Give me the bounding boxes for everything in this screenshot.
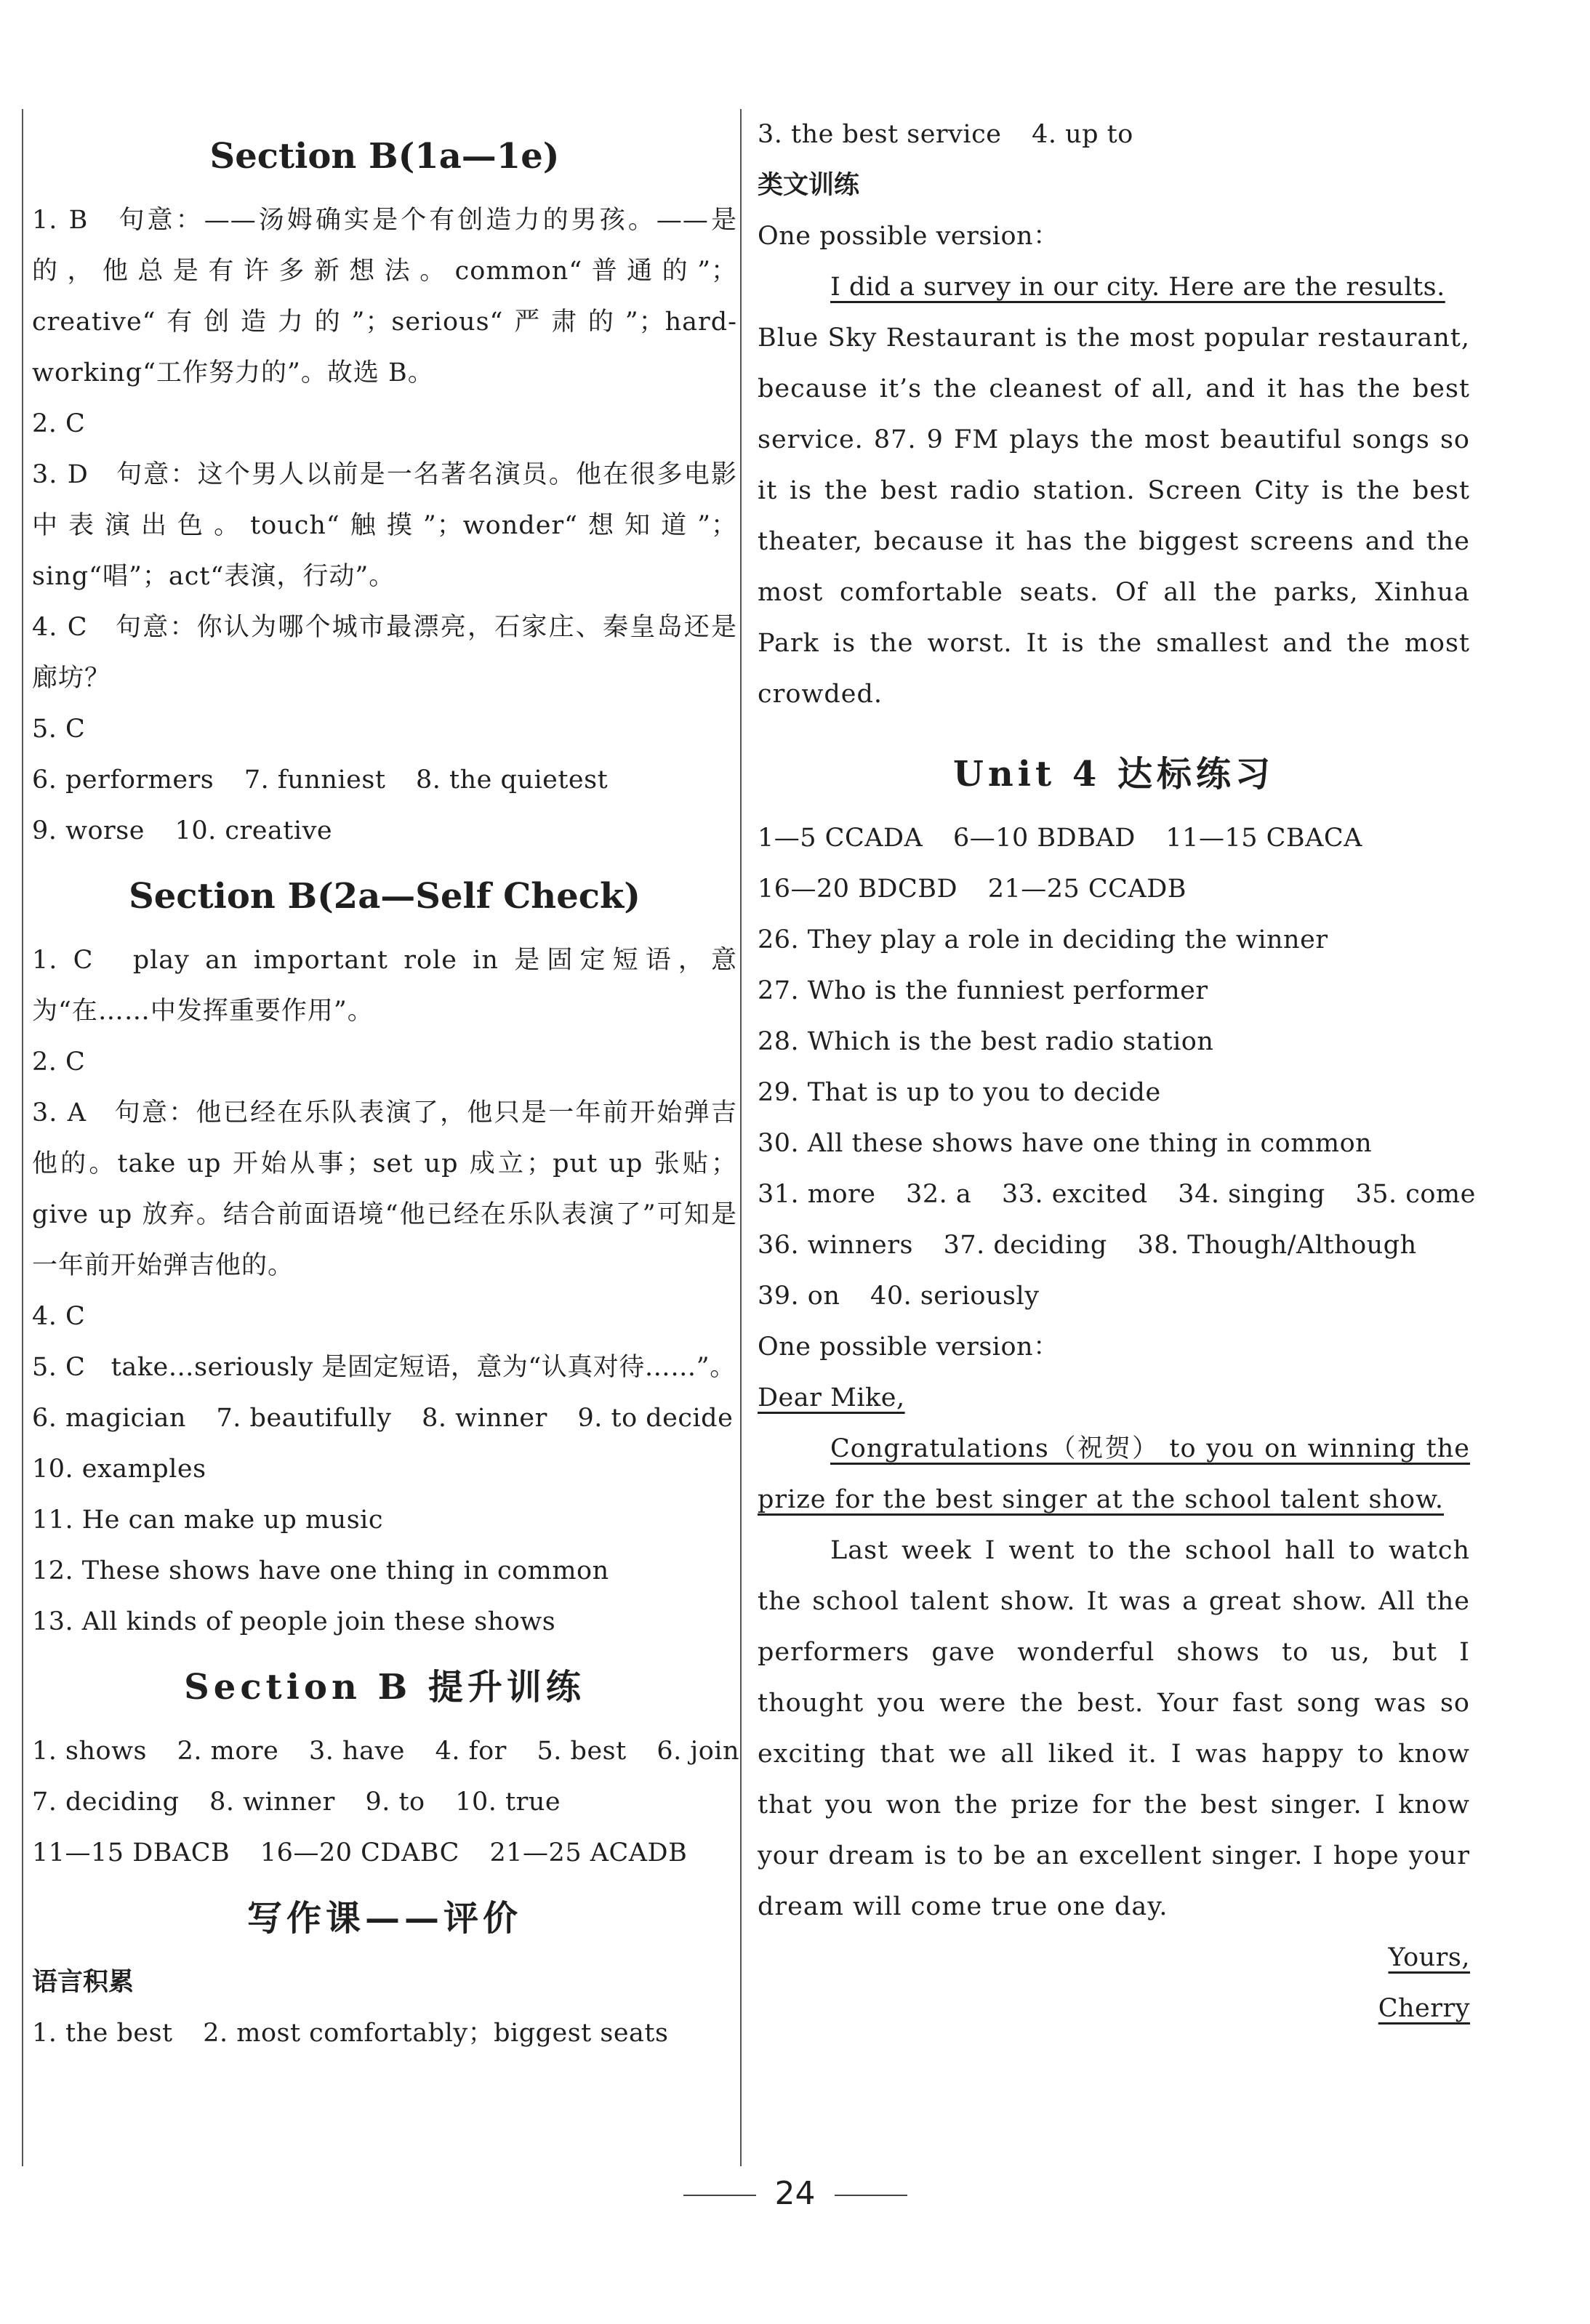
answer: 3. the best service bbox=[758, 120, 1002, 149]
left-column bbox=[22, 109, 740, 2166]
s2-item-11: 11. He can make up music bbox=[32, 1505, 383, 1535]
u4-item-27: 27. Who is the funniest performer bbox=[758, 976, 1208, 1005]
right-column bbox=[740, 109, 1476, 2166]
answer: 39. on bbox=[758, 1282, 840, 1311]
u4-row-36 bbox=[758, 1220, 1470, 1271]
answer: 11—15 DBACB bbox=[32, 1838, 230, 1867]
letter-greeting bbox=[758, 1372, 1470, 1423]
s2-item-13: 13. All kinds of people join these shows bbox=[32, 1607, 556, 1636]
answer: 9. to decide bbox=[577, 1404, 734, 1433]
s1-row-9 bbox=[32, 805, 737, 856]
letter-signature bbox=[758, 1983, 1470, 2034]
answer: 6. performers bbox=[32, 765, 214, 795]
answer: 6. magician bbox=[32, 1404, 186, 1433]
greeting-text: Dear Mike, bbox=[758, 1383, 905, 1412]
answer: 8. winner bbox=[209, 1788, 335, 1817]
u4-row-1 bbox=[758, 813, 1470, 864]
s2-item-4: 4. C bbox=[32, 1302, 86, 1331]
s1-row-6 bbox=[32, 755, 737, 805]
section-b-1a-1e-title: Section B(1a—1e) bbox=[209, 136, 560, 177]
answer: 38. Though/Although bbox=[1137, 1231, 1417, 1260]
answer: 8. the quietest bbox=[416, 765, 609, 795]
s3-row-1 bbox=[32, 1726, 740, 1777]
u4-row-31 bbox=[758, 1169, 1476, 1220]
answer: 11—15 CBACA bbox=[1165, 824, 1362, 853]
answer: 4. up to bbox=[1032, 120, 1133, 149]
s2-item-10: 10. examples bbox=[32, 1455, 206, 1484]
answer: 10. creative bbox=[174, 816, 333, 845]
essay1-first-sentence: I did a survey in our city. Here are the results. bbox=[830, 273, 1445, 302]
writing-class-title: 写作课——评价 bbox=[246, 1898, 522, 1939]
s1-item-1: 1. B 句意：——汤姆确实是个有创造力的男孩。——是的，他总是有许多新想法。common“普通的”；creative“有创造力的”；serious“严肃的”；hard-working“工作努力的”。故选 B。 bbox=[32, 206, 737, 387]
answer: 8. winner bbox=[422, 1404, 547, 1433]
s3-row-3 bbox=[32, 1828, 737, 1878]
answer: 7. funniest bbox=[244, 765, 386, 795]
u4-row-39 bbox=[758, 1271, 1470, 1322]
answer: 37. deciding bbox=[943, 1231, 1107, 1260]
answer: 2. more bbox=[177, 1737, 279, 1766]
similar-text-training-subtitle: 类文训练 bbox=[758, 170, 860, 200]
page-number-dash-right bbox=[835, 2195, 907, 2196]
answer: 1. the best bbox=[32, 2019, 173, 2048]
right-top-row bbox=[758, 109, 1470, 160]
answer: 5. best bbox=[537, 1737, 627, 1766]
answer: 3. have bbox=[309, 1737, 405, 1766]
possible-version-label: One possible version： bbox=[758, 1332, 1059, 1362]
page-number bbox=[0, 2175, 1590, 2212]
answer: 1—5 CCADA bbox=[758, 824, 923, 853]
answer: 2. most comfortably；biggest seats bbox=[203, 2019, 669, 2048]
u4-item-28: 28. Which is the best radio station bbox=[758, 1027, 1214, 1056]
answer: 16—20 CDABC bbox=[260, 1838, 459, 1867]
u4-item-29: 29. That is up to you to decide bbox=[758, 1078, 1161, 1107]
letter-para-1 bbox=[758, 1423, 1470, 1525]
s2-item-3: 3. A 句意：他已经在乐队表演了，他只是一年前开始弹吉他的。take up 开始从事；set up 成立；put up 张贴；give up 放弃。结合前面语境“他已经在乐队表演了”可知是一年前开始弹吉他的。 bbox=[32, 1098, 737, 1280]
page-number-text: 24 bbox=[774, 2175, 816, 2212]
s4-row-1 bbox=[32, 2008, 737, 2059]
unit4-title: Unit 4 达标练习 bbox=[953, 754, 1274, 795]
closing-text: Yours, bbox=[1388, 1943, 1470, 1972]
u4-item-26: 26. They play a role in deciding the winner bbox=[758, 925, 1328, 954]
page-number-dash-left bbox=[683, 2195, 756, 2196]
s2-item-1: 1. C play an important role in 是固定短语，意为“在……中发挥重要作用”。 bbox=[32, 946, 737, 1026]
letter-para-2: Last week I went to the school hall to watch the school talent show. It was a great show. All the performers gave wonderful shows to us, but I thought you were the best. Your fast song was so exciting that we all liked it. I was happy to know that you won the prize for the best singer. I know your dream is to be an excellent singer. I hope your dream will come true one day. bbox=[758, 1536, 1470, 1921]
section-b-upgrade-title: Section B 提升训练 bbox=[184, 1667, 585, 1708]
s2-item-5: 5. C take…seriously 是固定短语，意为“认真对待……”。 bbox=[32, 1353, 736, 1382]
signature-text: Cherry bbox=[1378, 1994, 1470, 2023]
s1-item-2: 2. C bbox=[32, 409, 86, 438]
s3-row-2 bbox=[32, 1777, 737, 1828]
answer: 33. excited bbox=[1001, 1180, 1148, 1209]
answer: 40. seriously bbox=[870, 1282, 1040, 1311]
s1-item-4: 4. C 句意：你认为哪个城市最漂亮，石家庄、秦皇岛还是廊坊？ bbox=[32, 613, 737, 693]
s2-item-12: 12. These shows have one thing in common bbox=[32, 1556, 609, 1585]
answer: 32. a bbox=[906, 1180, 972, 1209]
answer: 10. true bbox=[455, 1788, 561, 1817]
s2-item-2: 2. C bbox=[32, 1048, 86, 1077]
answer: 1. shows bbox=[32, 1737, 148, 1766]
answer: 6—10 BDBAD bbox=[952, 824, 1136, 853]
answer: 21—25 ACADB bbox=[489, 1838, 688, 1867]
answer: 35. come bbox=[1355, 1180, 1476, 1209]
answer: 16—20 BDCBD bbox=[758, 874, 958, 904]
answer: 9. worse bbox=[32, 816, 145, 845]
u4-item-30: 30. All these shows have one thing in common bbox=[758, 1129, 1373, 1158]
section-b-2a-self-check-title: Section B(2a—Self Check) bbox=[129, 876, 641, 917]
s2-row-6 bbox=[32, 1393, 737, 1444]
essay1-body: Blue Sky Restaurant is the most popular restaurant, because it’s the cleanest of all, and it has the best service. 87. 9 FM plays the most beautiful songs so it is the best radio station. Screen City is the best theater, because it has the biggest screens and the most comfortable seats. Of all the parks, Xinhua Park is the worst. It is the smallest and the most crowded. bbox=[758, 323, 1470, 709]
answer: 6. join bbox=[657, 1737, 740, 1766]
answer: 31. more bbox=[758, 1180, 876, 1209]
language-accumulation-subtitle: 语言积累 bbox=[32, 1967, 134, 1997]
s1-item-5: 5. C bbox=[32, 715, 86, 744]
answer: 4. for bbox=[435, 1737, 507, 1766]
answer: 9. to bbox=[365, 1788, 425, 1817]
letter-closing bbox=[758, 1932, 1470, 1983]
para1-text: Congratulations（祝贺） to you on winning the prize for the best singer at the school talent show. bbox=[758, 1434, 1470, 1514]
essay1-first-line bbox=[758, 262, 1470, 313]
answer: 21—25 CCADB bbox=[987, 874, 1187, 904]
answer: 34. singing bbox=[1178, 1180, 1325, 1209]
possible-version-label: One possible version： bbox=[758, 222, 1059, 251]
answer: 36. winners bbox=[758, 1231, 913, 1260]
answer: 7. deciding bbox=[32, 1788, 180, 1817]
s1-item-3: 3. D 句意：这个男人以前是一名著名演员。他在很多电影中表演出色。touch“触摸”；wonder“想知道”；sing“唱”；act“表演，行动”。 bbox=[32, 460, 737, 591]
u4-row-2 bbox=[758, 864, 1470, 914]
answer: 7. beautifully bbox=[216, 1404, 392, 1433]
